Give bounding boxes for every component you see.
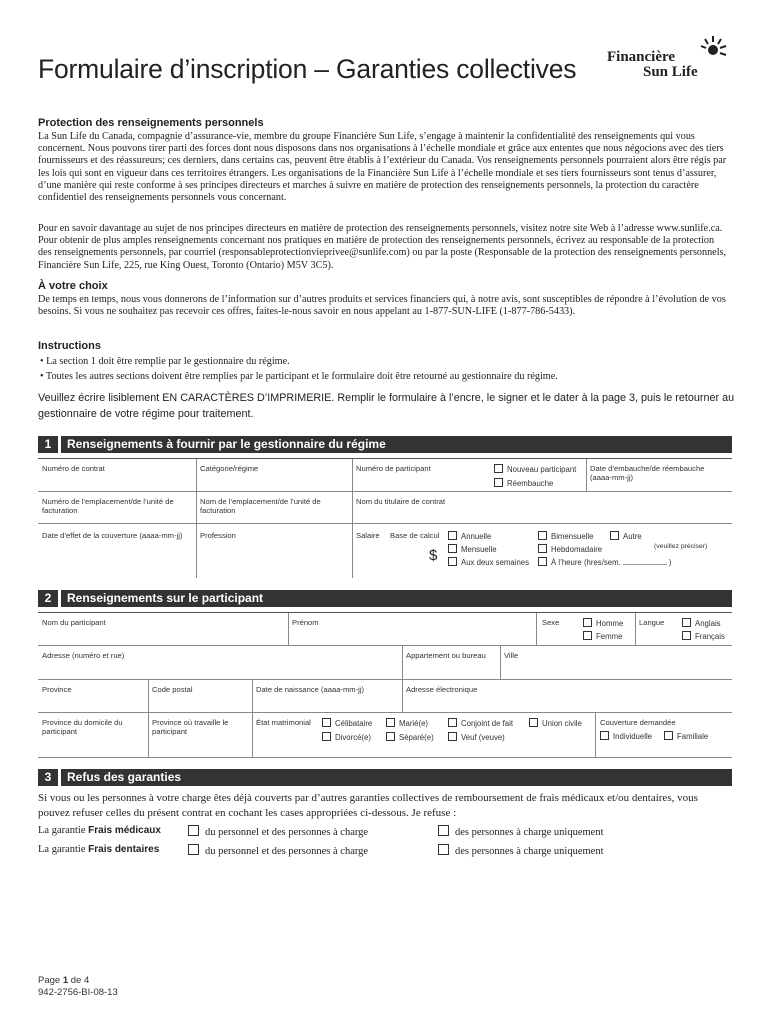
checkbox-icon: [322, 718, 331, 727]
dental-label-prefix: La garantie: [38, 844, 89, 855]
english-label: Anglais: [695, 619, 721, 628]
widowed-checkbox[interactable]: [448, 732, 505, 742]
checkbox-icon: [448, 732, 457, 741]
email-field[interactable]: Adresse électronique: [406, 685, 478, 694]
instructions-heading: Instructions: [38, 340, 101, 352]
sex-label: Sexe: [542, 618, 560, 627]
logo-line2: Sun Life: [643, 64, 698, 80]
male-checkbox[interactable]: [583, 618, 623, 628]
choice-heading: À votre choix: [38, 280, 108, 292]
checkbox-icon: [494, 478, 503, 487]
apartment-field[interactable]: Appartement ou bureau: [406, 651, 486, 660]
checkbox-icon: [386, 732, 395, 741]
page-title: Formulaire d’inscription – Garanties collectives: [38, 54, 577, 84]
sun-life-logo: [607, 34, 737, 82]
rehire-checkbox[interactable]: [494, 478, 553, 488]
annual-checkbox[interactable]: [448, 531, 491, 541]
privacy-paragraph-1: La Sun Life du Canada, compagnie d’assurance-vie, membre du groupe Financière Sun Life, s’engage à maintenir la confidentialité des renseignements qui vous concernent. Nous pouvons tirer parti des forces dont nous disposons dans nos organisations à l’échelle mondiale et grâce aux ententes que nous négocions avec des tiers fournisseurs et des réassureurs; ces derniers, dans certains cas, peuvent être établis à l’extérieur du Canada. Vos renseignements personnels pourraient alors être régis par les lois qui sont en vigueur dans ces territoires étrangers. Les organisations de la Financière Sun Life à l’échelle mondiale et ses tiers fournisseurs sont tenus d’assurer, d’une manière qui reste conforme à ses principes directeurs et marches à suivre en matière de protection des renseignements personnels, la protection du caractère confidentiel des renseignements personnels vous concernant.: [38, 131, 727, 204]
option-label: des personnes à charge uniquement: [455, 846, 604, 857]
effective-date-field[interactable]: Date d’effet de la couverture (aaaa-mm-jj): [42, 531, 183, 540]
annual-label: Annuelle: [461, 532, 492, 541]
option-label: du personnel et des personnes à charge: [205, 846, 369, 857]
sun-icon: [699, 34, 729, 64]
section-title: Renseignements sur le participant: [61, 590, 732, 607]
section-title: Renseignements à fournir par le gestionnaire du régime: [61, 436, 732, 453]
civil-union-label: Union civile: [542, 719, 582, 728]
french-label: Français: [695, 632, 725, 641]
checkbox-icon: [188, 825, 199, 836]
checkbox-icon: [538, 531, 547, 540]
section-number: 2: [38, 590, 58, 607]
medical-dependents-only-checkbox[interactable]: [438, 825, 604, 838]
section-2-header: [38, 590, 732, 607]
married-checkbox[interactable]: [386, 718, 428, 728]
medical-refusal-row: [38, 825, 161, 836]
section-number: 3: [38, 769, 58, 786]
checkbox-icon: [494, 464, 503, 473]
checkbox-icon: [188, 844, 199, 855]
dental-refusal-row: [38, 844, 159, 855]
common-law-label: Conjoint de fait: [461, 719, 514, 728]
section-title: Refus des garanties: [61, 769, 732, 786]
dental-label: Frais dentaires: [88, 844, 160, 855]
other-checkbox[interactable]: [610, 531, 642, 541]
single-label: Célibataire: [335, 719, 373, 728]
section-1-form: [38, 458, 732, 579]
female-label: Femme: [596, 632, 623, 641]
logo-line1: Financière: [607, 49, 676, 65]
monthly-label: Mensuelle: [461, 545, 497, 554]
rehire-label: Réembauche: [507, 479, 554, 488]
participant-number-field[interactable]: Numéro de participant: [356, 464, 431, 473]
weekly-label: Hebdomadaire: [551, 545, 603, 554]
new-participant-label: Nouveau participant: [507, 465, 577, 474]
checkbox-icon: [600, 731, 609, 740]
checkbox-icon: [610, 531, 619, 540]
widowed-label: Veuf (veuve): [461, 733, 505, 742]
medical-label: Frais médicaux: [88, 825, 161, 836]
checkbox-icon: [448, 718, 457, 727]
new-participant-checkbox[interactable]: [494, 464, 576, 474]
refusal-paragraph: Si vous ou les personnes à votre charge êtes déjà couverts par d’autres garanties collectives de remboursement de frais médicaux et/ou dentaires, vous pouvez refuser celles du présent contrat en cochant les cases appropriées ci-dessous. Je refuse :: [38, 792, 698, 819]
contract-holder-field[interactable]: Nom du titulaire de contrat: [356, 497, 446, 506]
print-clearly-note: Veuillez écrire lisiblement EN CARACTÈRES D’IMPRIMERIE. Remplir le formulaire à l’encre, le signer et le dater à la page 3, puis le retourner au gestionnaire de votre régime pour traitement.: [38, 392, 735, 420]
city-field[interactable]: Ville: [504, 651, 519, 660]
checkbox-icon: [583, 618, 592, 627]
checkbox-icon: [538, 557, 547, 566]
coverage-label: Couverture demandée: [600, 718, 676, 727]
currency-symbol: $: [429, 547, 438, 564]
home-province-field[interactable]: Province du domicile du participant: [42, 718, 123, 736]
weekly-checkbox[interactable]: [538, 544, 602, 554]
page-footer: [38, 975, 118, 999]
billing-unit-name-field[interactable]: Nom de l’emplacement/de l’unité de facturation: [200, 497, 321, 515]
checkbox-icon: [438, 844, 449, 855]
hourly-label: À l’heure (hres/sem.: [551, 558, 621, 567]
family-label: Familiale: [677, 732, 709, 741]
dental-dependents-only-checkbox[interactable]: [438, 844, 604, 857]
checkbox-icon: [583, 631, 592, 640]
individual-coverage-checkbox[interactable]: [600, 731, 652, 741]
choice-paragraph: De temps en temps, nous vous donnerons de l’information sur d’autres produits et services financiers qui, à notre avis, sont susceptibles de répondre à l’évolution de vos besoins. Si vous ne souhaitez pas recevoir ces offres, faites-le-nous savoir en nous appelant au 1-877-SUN-LIFE (1-877-786-5433).: [38, 294, 726, 318]
form-code: 942-2756-BI-08-13: [38, 987, 118, 998]
checkbox-icon: [538, 544, 547, 553]
single-checkbox[interactable]: [322, 718, 372, 728]
female-checkbox[interactable]: [583, 631, 622, 641]
instruction-item-2: • Toutes les autres sections doivent être remplies par le participant et le formulaire doit être retourné au gestionnaire du régime.: [40, 371, 558, 382]
section-2-form: [38, 612, 732, 758]
work-province-field[interactable]: Province où travaille le participant: [152, 718, 229, 736]
divorced-checkbox[interactable]: [322, 732, 371, 742]
french-checkbox[interactable]: [682, 631, 725, 641]
billing-unit-number-field[interactable]: Numéro de l’emplacement/de l’unité de facturation: [42, 497, 174, 515]
marital-status-label: État matrimonial: [256, 718, 311, 727]
profession-field[interactable]: Profession: [200, 531, 236, 540]
section-number: 1: [38, 436, 58, 453]
biweekly-checkbox[interactable]: [538, 531, 593, 541]
checkbox-icon: [448, 531, 457, 540]
hourly-close-paren: ): [668, 558, 672, 567]
english-checkbox[interactable]: [682, 618, 721, 628]
individual-label: Individuelle: [613, 732, 653, 741]
participant-name-field[interactable]: Nom du participant: [42, 618, 106, 627]
semi-monthly-checkbox[interactable]: [448, 557, 529, 567]
instruction-item-1: • La section 1 doit être remplie par le gestionnaire du régime.: [40, 356, 290, 367]
monthly-checkbox[interactable]: [448, 544, 497, 554]
separated-label: Séparé(e): [399, 733, 434, 742]
civil-union-checkbox[interactable]: [529, 718, 582, 728]
salary-label: Salaire: [356, 531, 380, 540]
contract-number-field[interactable]: Numéro de contrat: [42, 464, 105, 473]
checkbox-icon: [682, 618, 691, 627]
hourly-checkbox[interactable]: [538, 557, 671, 567]
divorced-label: Divorcé(e): [335, 733, 371, 742]
married-label: Marié(e): [399, 719, 429, 728]
medical-employee-dependents-checkbox[interactable]: [188, 825, 368, 838]
option-label: des personnes à charge uniquement: [455, 827, 604, 838]
page-number: Page 1 de 4: [38, 975, 90, 986]
province-field[interactable]: Province: [42, 685, 72, 694]
biweekly-label: Bimensuelle: [551, 532, 594, 541]
separated-checkbox[interactable]: [386, 732, 434, 742]
semi-monthly-label: Aux deux semaines: [461, 558, 530, 567]
birth-date-field[interactable]: Date de naissance (aaaa-mm-jj): [256, 685, 365, 694]
dental-employee-dependents-checkbox[interactable]: [188, 844, 368, 857]
section-1-header: [38, 436, 732, 453]
first-name-field[interactable]: Prénom: [292, 618, 319, 627]
checkbox-icon: [322, 732, 331, 741]
common-law-checkbox[interactable]: [448, 718, 513, 728]
language-label: Langue: [639, 618, 665, 627]
checkbox-icon: [682, 631, 691, 640]
checkbox-icon: [664, 731, 673, 740]
checkbox-icon: [448, 557, 457, 566]
privacy-heading: Protection des renseignements personnels: [38, 117, 264, 129]
option-label: du personnel et des personnes à charge: [205, 827, 369, 838]
family-coverage-checkbox[interactable]: [664, 731, 708, 741]
male-label: Homme: [596, 619, 624, 628]
address-field[interactable]: Adresse (numéro et rue): [42, 651, 125, 660]
checkbox-icon: [386, 718, 395, 727]
other-label: Autre: [623, 532, 642, 541]
hire-date-field[interactable]: Date d’embauche/de réembauche (aaaa-mm-jj): [590, 464, 705, 482]
category-field[interactable]: Catégorie/régime: [200, 464, 259, 473]
calculation-basis-label: Base de calcul: [390, 531, 440, 540]
medical-label-prefix: La garantie: [38, 825, 89, 836]
checkbox-icon: [448, 544, 457, 553]
postal-code-field[interactable]: Code postal: [152, 685, 193, 694]
specify-hint: (veuillez préciser): [654, 543, 708, 550]
section-3-header: [38, 769, 732, 786]
checkbox-icon: [529, 718, 538, 727]
checkbox-icon: [438, 825, 449, 836]
privacy-paragraph-2: Pour en savoir davantage au sujet de nos principes directeurs en matière de protection des renseignements personnels, visitez notre site Web à l’adresse www.sunlife.ca. Pour obtenir de plus amples renseignements concernant nos pratiques en matière de protection des renseignements personnels, écrivez au responsable de la protection des renseignements personnels, par courriel (responsableprotectionvieprivee@sunlife.com) ou par la poste (Responsable de la protection des renseignements personnels, Financière Sun Life, 225, rue King Ouest, Toronto (Ontario) M5V 3C5).: [38, 223, 727, 271]
